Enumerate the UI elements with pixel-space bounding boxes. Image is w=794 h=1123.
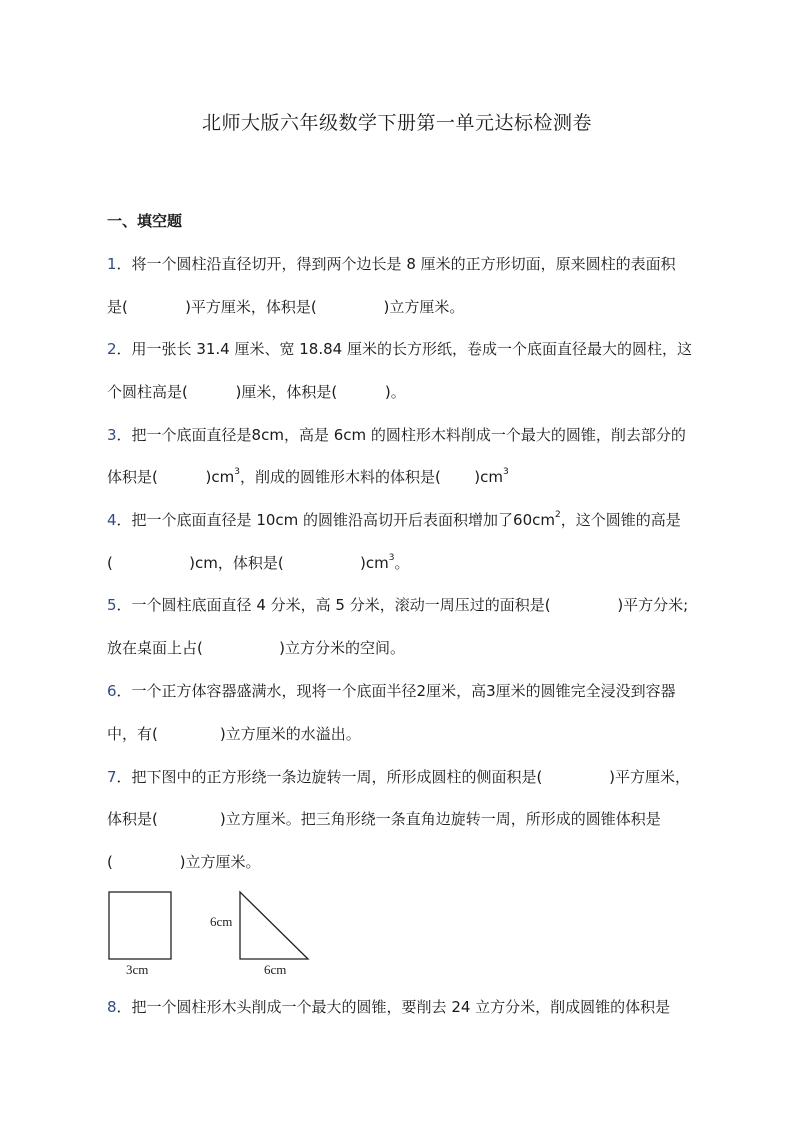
question-number: 2 — [107, 340, 117, 358]
question-4-line-1 — [107, 510, 681, 530]
question-number: 6 — [107, 682, 117, 700]
section-heading: 一、填空题 — [107, 212, 183, 230]
question-7-line-3: ( )立方厘米。 — [107, 853, 261, 871]
question-5-line-2: 放在桌面上占( )立方分米的空间。 — [107, 639, 405, 657]
square-side-label: 3cm — [126, 962, 149, 977]
question-3-line-1 — [107, 425, 686, 445]
superscript: 2 — [554, 510, 561, 520]
question-text: ．把一个底面直径是 10cm 的圆锥沿高切开后表面积增加了60cm — [116, 511, 555, 529]
question-7-line-1 — [107, 767, 690, 787]
triangle-shape — [240, 892, 308, 959]
question-1-line-1 — [107, 254, 676, 274]
question-text: ．把下图中的正方形绕一条边旋转一周，所形成圆柱的侧面积是( )平方厘米， — [116, 768, 691, 786]
question-4-line-2 — [107, 553, 409, 573]
question-text: ．将一个圆柱沿直径切开，得到两个边长是 8 厘米的正方形切面，原来圆柱的表面积 — [116, 255, 676, 273]
question-number: 4 — [107, 511, 117, 529]
superscript: 3 — [234, 467, 240, 477]
question-text: ．把一个圆柱形木头削成一个最大的圆锥，要削去 24 立方分米，削成圆锥的体积是 — [116, 998, 671, 1016]
question-text: ．一个圆柱底面直径 4 分米，高 5 分米，滚动一周压过的面积是( )平方分米; — [116, 596, 689, 614]
question-6-line-2: 中，有( )立方厘米的水溢出。 — [107, 725, 361, 743]
superscript: 3 — [388, 553, 395, 563]
question-5-line-1 — [107, 595, 688, 615]
question-text: ，削成的圆锥形木料的体积是( )cm — [239, 468, 503, 486]
question-text: 。 — [394, 554, 410, 572]
superscript: 3 — [502, 467, 509, 477]
question-8-line-1 — [107, 997, 670, 1017]
question-2-line-2: 个圆柱高是( )厘米，体积是( )。 — [107, 383, 406, 401]
triangle-base-label: 6cm — [264, 962, 287, 977]
geometry-figure — [100, 885, 330, 984]
page-title: 北师大版六年级数学下册第一单元达标检测卷 — [201, 112, 592, 134]
question-number: 5 — [107, 596, 117, 614]
figure-svg — [100, 885, 330, 980]
question-3-line-2 — [107, 467, 509, 487]
square-shape — [109, 892, 171, 959]
question-text: 体积是( )cm — [107, 468, 235, 486]
question-6-line-1 — [107, 681, 676, 701]
question-7-line-2: 体积是( )立方厘米。把三角形绕一条直角边旋转一周，所形成的圆锥体积是 — [107, 810, 661, 828]
question-text: ．一个正方体容器盛满水，现将一个底面半径2厘米，高3厘米的圆锥完全浸没到容器 — [116, 682, 676, 700]
question-number: 7 — [107, 768, 117, 786]
question-number: 1 — [107, 255, 117, 273]
question-text: ( )cm，体积是( )cm — [107, 554, 389, 572]
question-text: ．用一张长 31.4 厘米、宽 18.84 厘米的长方形纸，卷成一个底面直径最大的圆柱，这 — [116, 340, 692, 358]
question-text: ，这个圆锥的高是 — [560, 511, 681, 529]
question-1-line-2: 是( )平方厘米，体积是( )立方厘米。 — [107, 298, 465, 316]
question-number: 3 — [107, 426, 117, 444]
question-2-line-1 — [107, 339, 692, 359]
question-text: ．把一个底面直径是8cm，高是 6cm 的圆柱形木料削成一个最大的圆锥，削去部分的 — [116, 426, 686, 444]
triangle-height-label: 6cm — [210, 914, 233, 929]
question-number: 8 — [107, 998, 117, 1016]
